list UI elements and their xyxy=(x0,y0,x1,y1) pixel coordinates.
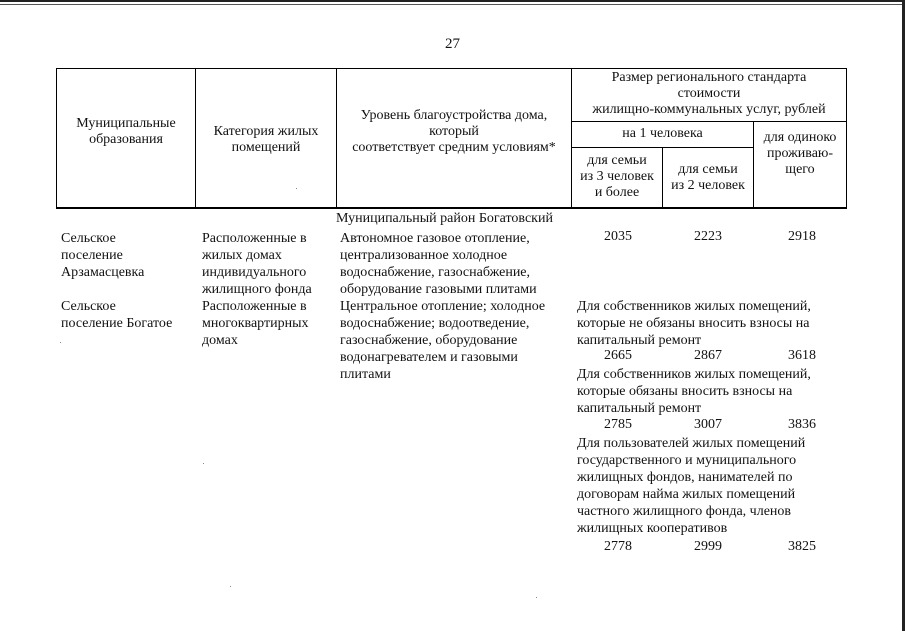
header-per-person: на 1 человека xyxy=(622,126,703,141)
row2-subgroup2-single: 3836 xyxy=(788,417,816,432)
row2-subgroup2-family2: 3007 xyxy=(694,417,722,432)
scan-top-border-inner xyxy=(0,4,905,5)
scan-speck xyxy=(536,597,537,598)
row2-subgroup2-family3: 2785 xyxy=(604,417,632,432)
row2-subgroup3-family2: 2999 xyxy=(694,539,722,554)
header-standard-group: Размер регионального стандарта стоимости жилищно-коммунальных услуг, рублей xyxy=(592,70,826,117)
page-number: 27 xyxy=(445,36,460,52)
header-family2: для семьи из 2 человек xyxy=(671,162,745,193)
scan-speck xyxy=(296,188,297,189)
header-single: для одиноко проживаю- щего xyxy=(763,130,837,177)
row2-subgroup3-single: 3825 xyxy=(788,539,816,554)
scan-speck xyxy=(230,586,231,587)
row2-subgroup1-family3: 2665 xyxy=(604,348,632,363)
row2-subgroup3-family3: 2778 xyxy=(604,539,632,554)
row1-category: Расположенные в жилых домах индивидуального жилищного фонда xyxy=(202,231,312,297)
row2-subgroup3-label: Для пользователей жилых помещений государственного и муниципального жилищных фондов, нанимателей по договорам найма жилых помещений частного жилищного фонда, членов жилищных кооперативов xyxy=(577,436,806,536)
row2-subgroup1-family2: 2867 xyxy=(694,348,722,363)
row2-subgroup1-single: 3618 xyxy=(788,348,816,363)
row2-subgroup2-label: Для собственников жилых помещений, которые обязаны вносить взносы на капитальный ремонт xyxy=(577,367,811,416)
scan-top-border xyxy=(0,0,905,2)
scan-speck xyxy=(203,463,204,464)
row1-level: Автономное газовое отопление, централизованное холодное водоснабжение, газоснабжение, оборудование газовыми плитами xyxy=(340,231,537,297)
row1-single-value: 2918 xyxy=(788,229,816,244)
row2-subgroup1-label: Для собственников жилых помещений, которые не обязаны вносить взносы на капитальный ремонт xyxy=(577,299,811,348)
header-family3: для семьи из 3 человек и более xyxy=(580,153,654,200)
header-level: Уровень благоустройства дома, который соответствует средним условиям* xyxy=(352,108,556,155)
row2-category: Расположенные в многоквартирных домах xyxy=(202,299,309,348)
scan-speck xyxy=(60,342,61,343)
header-municipality: Муниципальные образования xyxy=(76,116,176,147)
row2-municipality: Сельское поселение Богатое xyxy=(61,299,173,331)
row2-level: Центральное отопление; холодное водоснабжение; водоотведение, газоснабжение, оборудование водонагревателем и газовыми плитами xyxy=(340,299,546,382)
row1-municipality: Сельское поселение Арзамасцевка xyxy=(61,231,145,280)
row1-family2-value: 2223 xyxy=(694,229,722,244)
district-title: Муниципальный район Богатовский xyxy=(336,211,553,226)
header-category: Категория жилых помещений xyxy=(213,124,319,155)
row1-family3-value: 2035 xyxy=(604,229,632,244)
